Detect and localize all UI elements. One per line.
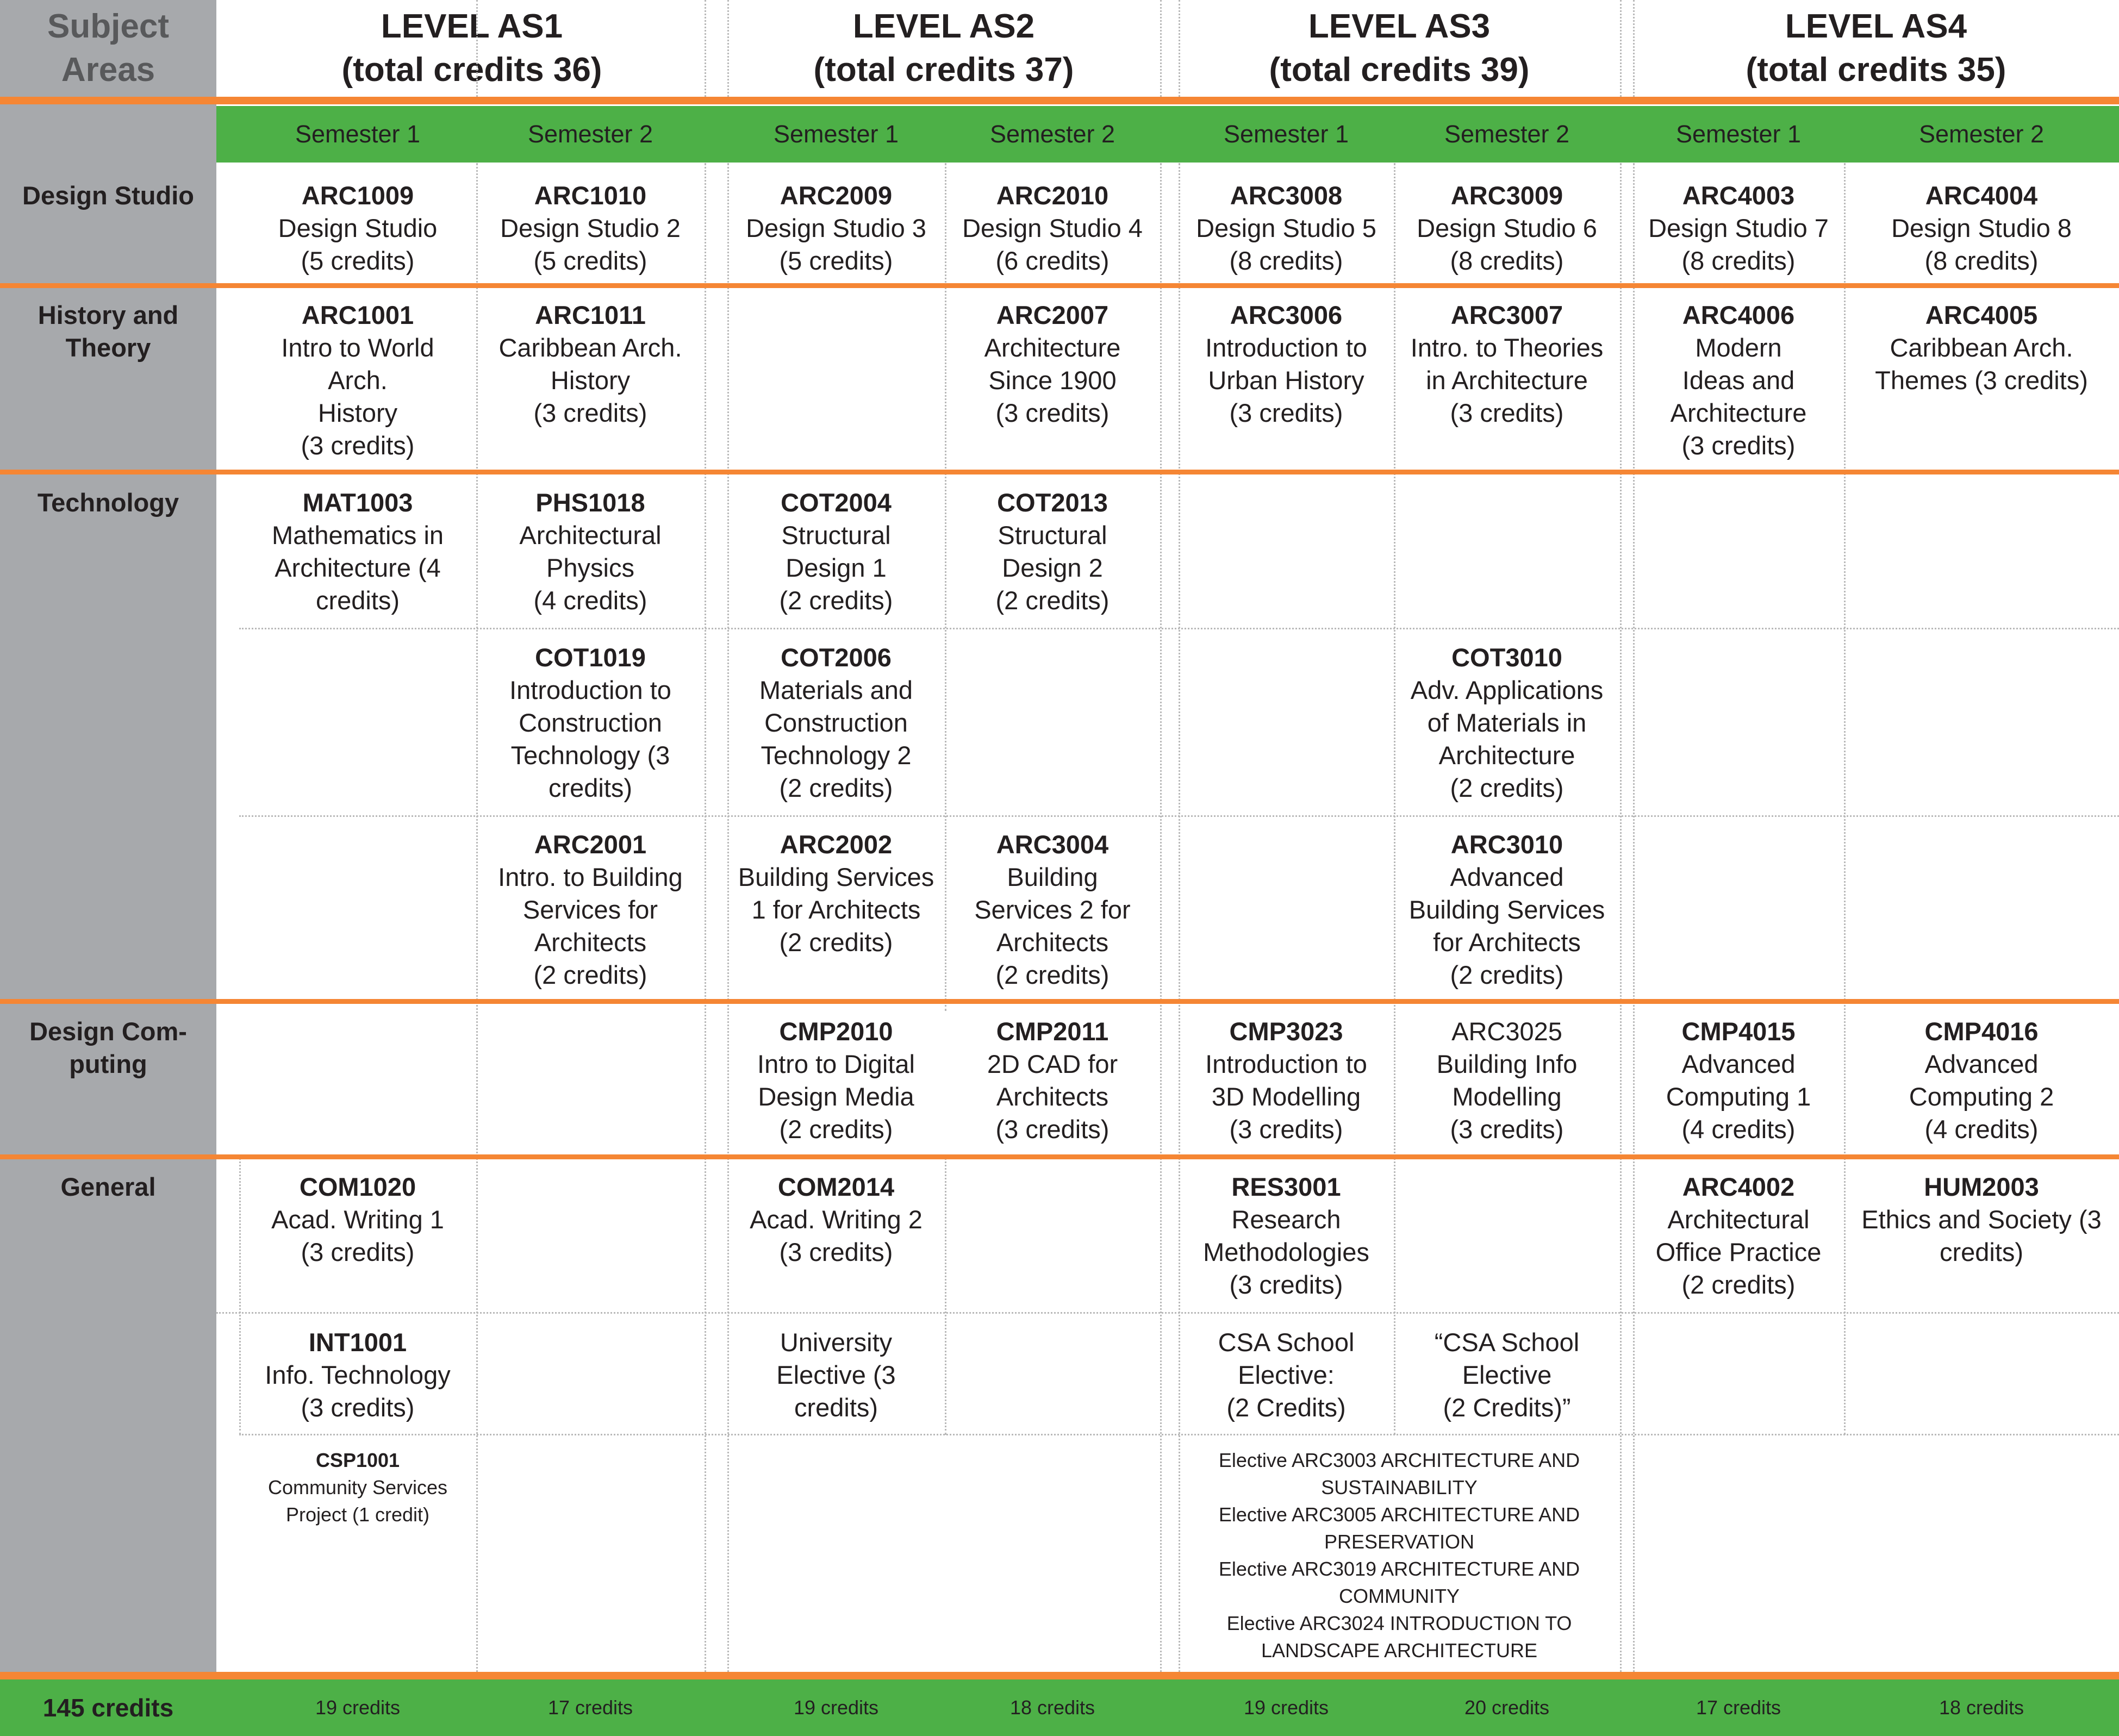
course-cell-ht8 bbox=[1844, 299, 2119, 397]
course-detail-line: Physics bbox=[546, 553, 634, 582]
semester-total: 17 credits bbox=[547, 1696, 633, 1719]
section-divider bbox=[0, 1154, 2119, 1159]
course-cell-ht1 bbox=[239, 299, 476, 462]
subject-header-line2: Areas bbox=[61, 51, 155, 89]
semester-label: Semester 2 bbox=[1444, 120, 1570, 148]
course-cell-ht4 bbox=[945, 299, 1160, 429]
course-detail-line: Elective: bbox=[1238, 1360, 1335, 1389]
course-cell-t2c bbox=[476, 828, 705, 991]
course-detail-line: (3 credits) bbox=[1229, 1270, 1343, 1299]
course-code: CMP4016 bbox=[1924, 1017, 2039, 1046]
subject-label: Theory bbox=[65, 333, 151, 362]
course-detail-line: (2 credits) bbox=[533, 960, 647, 989]
course-code: CMP4015 bbox=[1681, 1017, 1796, 1046]
course-code: ARC4004 bbox=[1925, 181, 2038, 210]
course-detail-line: Intro to World bbox=[281, 333, 434, 362]
course-detail-line: (3 credits) bbox=[533, 398, 647, 427]
course-cell-ht5 bbox=[1179, 299, 1394, 429]
semester-total: 20 credits bbox=[1464, 1696, 1550, 1719]
semester-label: Semester 2 bbox=[527, 120, 653, 148]
column-divider bbox=[1633, 0, 1635, 97]
column-divider bbox=[705, 163, 706, 1679]
subject-label: Design Com- bbox=[29, 1017, 187, 1046]
course-detail-line: Architects bbox=[996, 928, 1109, 957]
course-code: ARC4006 bbox=[1682, 301, 1795, 329]
course-detail-line: Introduction to bbox=[509, 676, 671, 704]
course-detail-line: Intro. to Building bbox=[498, 863, 683, 891]
course-cell-dc7 bbox=[1633, 1015, 1844, 1146]
course-cell-g8a bbox=[1844, 1171, 2119, 1269]
course-cell-g1c bbox=[239, 1447, 476, 1528]
course-detail-line: Acad. Writing 1 bbox=[271, 1205, 444, 1234]
course-detail-line: Design Studio 2 bbox=[500, 214, 681, 242]
course-detail-line: (3 credits) bbox=[1681, 431, 1796, 460]
course-detail-line: Elective ARC3019 ARCHITECTURE AND bbox=[1218, 1558, 1580, 1580]
course-detail-line: Building bbox=[1007, 863, 1098, 891]
course-cell-t4a bbox=[945, 486, 1160, 617]
course-code: ARC3004 bbox=[996, 830, 1109, 859]
course-detail-line: (5 credits) bbox=[301, 246, 415, 275]
course-detail-line: Construction bbox=[519, 708, 662, 737]
column-divider bbox=[1160, 163, 1162, 1679]
total-credits: 145 credits bbox=[0, 1679, 216, 1736]
course-code: ARC2002 bbox=[780, 830, 893, 859]
course-detail-line: (4 credits) bbox=[1681, 1115, 1796, 1144]
course-detail-line: Building Services bbox=[738, 863, 934, 891]
course-detail-line: Since 1900 bbox=[988, 366, 1117, 395]
course-detail-line: Adv. Applications bbox=[1410, 676, 1604, 704]
course-detail-line: LANDSCAPE ARCHITECTURE bbox=[1261, 1639, 1538, 1662]
course-cell-ht2 bbox=[476, 299, 705, 429]
column-divider bbox=[945, 1158, 946, 1435]
course-code: ARC3008 bbox=[1230, 181, 1343, 210]
course-detail-line: Design 1 bbox=[786, 553, 887, 582]
course-detail-line: Elective ARC3024 INTRODUCTION TO bbox=[1226, 1612, 1572, 1634]
course-detail-line: Design Studio 7 bbox=[1648, 214, 1829, 242]
course-detail-line: Methodologies bbox=[1203, 1238, 1369, 1266]
level-name: LEVEL AS3 bbox=[1308, 8, 1491, 45]
column-divider bbox=[1179, 0, 1180, 97]
course-cell-t6b bbox=[1394, 641, 1620, 804]
course-detail-line: in Architecture bbox=[1426, 366, 1588, 395]
course-detail-line: Structural bbox=[781, 521, 891, 549]
course-detail-line: Advanced bbox=[1450, 863, 1564, 891]
course-cell-ds3 bbox=[727, 179, 945, 277]
course-cell-electives bbox=[1179, 1447, 1620, 1664]
course-detail-line: (2 credits) bbox=[779, 586, 893, 615]
subrow-divider bbox=[239, 628, 2119, 629]
course-code: MAT1003 bbox=[302, 488, 413, 517]
course-code: ARC3009 bbox=[1450, 181, 1563, 210]
semester-label: Semester 1 bbox=[1223, 120, 1349, 148]
subject-areas-column bbox=[0, 0, 216, 1735]
course-cell-t2b bbox=[476, 641, 705, 804]
course-detail-line: Services for bbox=[522, 895, 658, 924]
course-detail-line: Office Practice bbox=[1655, 1238, 1822, 1266]
subject-areas-header bbox=[0, 0, 216, 97]
course-detail-line: Architects bbox=[534, 928, 647, 957]
course-code: COM2014 bbox=[777, 1172, 895, 1201]
course-detail-line: (2 credits) bbox=[779, 773, 893, 802]
course-detail-line: (3 credits) bbox=[301, 1393, 415, 1422]
course-detail-line: credits) bbox=[548, 773, 633, 802]
column-divider bbox=[1160, 0, 1162, 97]
course-detail-line: (2 credits) bbox=[1681, 1270, 1796, 1299]
course-code: COT2004 bbox=[781, 488, 892, 517]
course-detail-line: (5 credits) bbox=[533, 246, 647, 275]
course-cell-t1a bbox=[239, 486, 476, 617]
level-name: LEVEL AS4 bbox=[1785, 8, 1967, 45]
course-detail-line: Architects bbox=[996, 1082, 1109, 1111]
course-cell-t6c bbox=[1394, 828, 1620, 991]
course-cell-g7a bbox=[1633, 1171, 1844, 1301]
course-detail-line: Building Info bbox=[1436, 1050, 1578, 1078]
course-detail-line: (2 credits) bbox=[779, 928, 893, 957]
subject-label: Design Studio bbox=[22, 181, 194, 210]
course-detail-line: Design Studio 4 bbox=[962, 214, 1143, 242]
course-detail-line: Research bbox=[1231, 1205, 1341, 1234]
course-code: ARC3010 bbox=[1450, 830, 1563, 859]
course-detail-line: Ethics and Society (3 bbox=[1861, 1205, 2102, 1234]
course-cell-g3a bbox=[727, 1171, 945, 1269]
course-detail-line: University bbox=[780, 1328, 893, 1357]
course-detail-line: 2D CAD for bbox=[987, 1050, 1118, 1078]
course-code: ARC4002 bbox=[1682, 1172, 1795, 1201]
course-code: RES3001 bbox=[1231, 1172, 1341, 1201]
course-detail-line: PRESERVATION bbox=[1324, 1531, 1475, 1553]
course-detail-line: credits) bbox=[1939, 1238, 2024, 1266]
course-code: COT3010 bbox=[1451, 643, 1562, 672]
section-divider bbox=[0, 470, 2119, 474]
course-cell-dc4 bbox=[945, 1015, 1160, 1146]
course-detail-line: Architecture bbox=[1438, 741, 1575, 770]
level-as3-header bbox=[1179, 0, 1620, 97]
level-credits: (total credits 37) bbox=[813, 51, 1074, 89]
course-detail-line: Intro to Digital bbox=[757, 1050, 915, 1078]
course-detail-line: SUSTAINABILITY bbox=[1321, 1476, 1478, 1498]
semester-total: 19 credits bbox=[1243, 1696, 1329, 1719]
course-detail-line: (3 credits) bbox=[995, 398, 1110, 427]
course-detail-line: History bbox=[317, 398, 398, 427]
course-detail-line: (3 credits) bbox=[1450, 398, 1564, 427]
course-detail-line: Building Services bbox=[1408, 895, 1605, 924]
course-detail-line: (3 credits) bbox=[301, 1238, 415, 1266]
course-detail-line: Caribbean Arch. bbox=[1890, 333, 2073, 362]
course-detail-line: (4 credits) bbox=[1924, 1115, 2039, 1144]
course-code: ARC1011 bbox=[535, 301, 646, 329]
course-detail-line: Modelling bbox=[1452, 1082, 1562, 1111]
course-detail-line: credits) bbox=[315, 586, 400, 615]
course-code: CMP3023 bbox=[1229, 1017, 1343, 1046]
subrow-divider bbox=[216, 1312, 2119, 1314]
course-code: ARC2007 bbox=[996, 301, 1109, 329]
semester-label: Semester 2 bbox=[1918, 120, 2045, 148]
course-code: ARC3007 bbox=[1450, 301, 1563, 329]
course-detail-line: (6 credits) bbox=[995, 246, 1110, 275]
course-detail-line: Mathematics in bbox=[271, 521, 444, 549]
course-code: COT2013 bbox=[997, 488, 1108, 517]
subject-header-line1: Subject bbox=[47, 8, 169, 45]
level-as4-header bbox=[1633, 0, 2119, 97]
course-detail-line: Elective ARC3003 ARCHITECTURE AND bbox=[1218, 1449, 1580, 1471]
course-cell-ds4 bbox=[945, 179, 1160, 277]
course-code: COM1020 bbox=[299, 1172, 416, 1201]
semester-total: 18 credits bbox=[1009, 1696, 1095, 1719]
course-detail-line: Architectural bbox=[519, 521, 662, 549]
subject-design-computing bbox=[0, 1015, 216, 1081]
course-cell-g5b bbox=[1179, 1326, 1394, 1424]
course-code: COT2006 bbox=[781, 643, 892, 672]
course-cell-t4c bbox=[945, 828, 1160, 991]
course-code: ARC1010 bbox=[534, 181, 647, 210]
course-detail-line: (8 credits) bbox=[1681, 246, 1796, 275]
course-cell-ds5 bbox=[1179, 179, 1394, 277]
course-detail-line: Acad. Writing 2 bbox=[750, 1205, 923, 1234]
course-detail-line: (8 credits) bbox=[1450, 246, 1564, 275]
course-detail-line: Architecture bbox=[984, 333, 1121, 362]
course-detail-line: Advanced bbox=[1924, 1050, 2039, 1078]
footer-divider bbox=[0, 1672, 2119, 1679]
course-detail-line: Elective bbox=[1462, 1360, 1552, 1389]
course-code: ARC2001 bbox=[534, 830, 647, 859]
course-code: CSP1001 bbox=[315, 1449, 400, 1471]
course-cell-g3b bbox=[727, 1326, 945, 1424]
course-detail-line: Design Studio 3 bbox=[746, 214, 926, 242]
course-detail-line: (3 credits) bbox=[779, 1238, 893, 1266]
course-detail-line: (5 credits) bbox=[779, 246, 893, 275]
semester-total: 19 credits bbox=[793, 1696, 879, 1719]
semester-label: Semester 1 bbox=[1675, 120, 1802, 148]
course-detail-line: Advanced bbox=[1681, 1050, 1796, 1078]
subrow-divider bbox=[239, 815, 2119, 817]
semester-label: Semester 2 bbox=[989, 120, 1115, 148]
column-divider bbox=[476, 0, 478, 97]
course-detail-line: Design Studio bbox=[278, 214, 438, 242]
course-detail-line: 3D Modelling bbox=[1211, 1082, 1361, 1111]
course-detail-line: Project (1 credit) bbox=[285, 1503, 430, 1526]
course-detail-line: (3 credits) bbox=[1229, 398, 1343, 427]
course-detail-line: Technology 2 bbox=[761, 741, 912, 770]
level-name: LEVEL AS1 bbox=[381, 8, 563, 45]
course-cell-dc3 bbox=[727, 1015, 945, 1146]
course-detail-line: Ideas and bbox=[1682, 366, 1795, 395]
course-detail-line: (8 credits) bbox=[1924, 246, 2039, 275]
course-detail-line: Design Studio 6 bbox=[1417, 214, 1597, 242]
course-code: ARC4005 bbox=[1925, 301, 2038, 329]
course-detail-line: Elective (3 bbox=[776, 1360, 896, 1389]
column-divider bbox=[727, 0, 729, 97]
course-detail-line: (3 credits) bbox=[1229, 1115, 1343, 1144]
semester-label: Semester 1 bbox=[773, 120, 899, 148]
course-detail-line: 1 for Architects bbox=[751, 895, 921, 924]
course-cell-ht7 bbox=[1633, 299, 1844, 462]
course-detail-line: (2 credits) bbox=[995, 960, 1110, 989]
course-detail-line: ARC3025 bbox=[1451, 1017, 1562, 1046]
course-detail-line: (3 credits) bbox=[1450, 1115, 1564, 1144]
course-detail-line: (3 credits) bbox=[301, 431, 415, 460]
semester-label: Semester 1 bbox=[295, 120, 421, 148]
subrow-divider bbox=[239, 1434, 2119, 1435]
subject-technology bbox=[0, 486, 216, 519]
course-cell-t3c bbox=[727, 828, 945, 959]
course-detail-line: History bbox=[550, 366, 631, 395]
subject-design-studio bbox=[0, 179, 216, 212]
course-code: CMP2011 bbox=[996, 1017, 1109, 1046]
course-detail-line: Architectural bbox=[1667, 1205, 1810, 1234]
course-detail-line: (2 credits) bbox=[995, 586, 1110, 615]
course-cell-ds1 bbox=[239, 179, 476, 277]
subject-general bbox=[0, 1171, 216, 1203]
course-code: INT1001 bbox=[308, 1328, 407, 1357]
course-detail-line: (2 credits) bbox=[1450, 960, 1564, 989]
course-cell-g5a bbox=[1179, 1171, 1394, 1301]
semester-total: 19 credits bbox=[315, 1696, 401, 1719]
course-cell-ds6 bbox=[1394, 179, 1620, 277]
course-cell-dc6 bbox=[1394, 1015, 1620, 1146]
course-cell-t2a bbox=[476, 486, 705, 617]
course-detail-line: (8 credits) bbox=[1229, 246, 1343, 275]
semester-total: 17 credits bbox=[1696, 1696, 1781, 1719]
course-detail-line: credits) bbox=[794, 1393, 878, 1422]
course-detail-line: Architecture bbox=[1670, 398, 1807, 427]
course-detail-line: (2 Credits)” bbox=[1443, 1393, 1571, 1422]
course-detail-line: COMMUNITY bbox=[1339, 1585, 1460, 1607]
level-name: LEVEL AS2 bbox=[852, 8, 1035, 45]
level-credits: (total credits 36) bbox=[341, 51, 602, 89]
course-code: CMP2010 bbox=[779, 1017, 893, 1046]
course-detail-line: Introduction to bbox=[1205, 333, 1367, 362]
course-cell-g6b bbox=[1394, 1326, 1620, 1424]
course-detail-line: Intro. to Theories bbox=[1410, 333, 1604, 362]
course-detail-line: CSA School bbox=[1218, 1328, 1355, 1357]
course-cell-g1b bbox=[239, 1326, 476, 1424]
course-detail-line: for Architects bbox=[1433, 928, 1581, 957]
column-divider bbox=[1620, 0, 1622, 97]
course-detail-line: Construction bbox=[764, 708, 908, 737]
course-detail-line: Info. Technology bbox=[265, 1360, 451, 1389]
course-cell-ht6 bbox=[1394, 299, 1620, 429]
course-detail-line: Introduction to bbox=[1205, 1050, 1367, 1078]
course-detail-line: “CSA School bbox=[1434, 1328, 1580, 1357]
level-as2-header bbox=[727, 0, 1160, 97]
course-detail-line: Themes (3 credits) bbox=[1875, 366, 2088, 395]
course-cell-dc8 bbox=[1844, 1015, 2119, 1146]
course-detail-line: Arch. bbox=[328, 366, 388, 395]
course-detail-line: Design Media bbox=[758, 1082, 914, 1111]
course-detail-line: Computing 2 bbox=[1909, 1082, 2054, 1111]
course-detail-line: Computing 1 bbox=[1666, 1082, 1811, 1111]
course-detail-line: (2 credits) bbox=[1450, 773, 1564, 802]
course-detail-line: Elective ARC3005 ARCHITECTURE AND bbox=[1218, 1503, 1580, 1526]
course-detail-line: Community Services bbox=[267, 1476, 448, 1498]
course-cell-ds8 bbox=[1844, 179, 2119, 277]
course-code: ARC4003 bbox=[1682, 181, 1795, 210]
course-detail-line: Services 2 for bbox=[974, 895, 1131, 924]
course-code: COT1019 bbox=[535, 643, 646, 672]
course-code: HUM2003 bbox=[1924, 1172, 2039, 1201]
subject-history-theory bbox=[0, 299, 216, 364]
header-divider bbox=[0, 97, 2119, 104]
course-cell-t3a bbox=[727, 486, 945, 617]
course-cell-ds2 bbox=[476, 179, 705, 277]
course-detail-line: Technology (3 bbox=[510, 741, 670, 770]
subject-label: Technology bbox=[37, 488, 179, 517]
course-detail-line: Design Studio 8 bbox=[1891, 214, 2072, 242]
course-cell-g1a bbox=[239, 1171, 476, 1269]
course-detail-line: (2 credits) bbox=[779, 1115, 893, 1144]
column-divider bbox=[705, 0, 706, 97]
course-detail-line: Architecture (4 bbox=[275, 553, 441, 582]
subject-label: General bbox=[60, 1172, 156, 1201]
course-detail-line: of Materials in bbox=[1427, 708, 1587, 737]
level-credits: (total credits 35) bbox=[1746, 51, 2006, 89]
course-code: PHS1018 bbox=[535, 488, 645, 517]
course-code: ARC1009 bbox=[301, 181, 414, 210]
subject-label: History and bbox=[38, 301, 179, 329]
course-detail-line: Caribbean Arch. bbox=[498, 333, 682, 362]
course-code: ARC3006 bbox=[1230, 301, 1343, 329]
course-code: ARC2010 bbox=[996, 181, 1109, 210]
course-detail-line: Urban History bbox=[1208, 366, 1364, 395]
course-detail-line: (2 Credits) bbox=[1226, 1393, 1346, 1422]
course-detail-line: Design Studio 5 bbox=[1196, 214, 1376, 242]
level-credits: (total credits 39) bbox=[1269, 51, 1530, 89]
course-cell-ds7 bbox=[1633, 179, 1844, 277]
course-detail-line: Structural bbox=[998, 521, 1107, 549]
course-code: ARC1001 bbox=[301, 301, 414, 329]
course-detail-line: (3 credits) bbox=[995, 1115, 1110, 1144]
level-as1-header bbox=[216, 0, 727, 97]
course-cell-t3b bbox=[727, 641, 945, 804]
section-divider bbox=[0, 283, 2119, 288]
course-detail-line: Design 2 bbox=[1002, 553, 1103, 582]
course-detail-line: (4 credits) bbox=[533, 586, 647, 615]
semester-total: 18 credits bbox=[1939, 1696, 2024, 1719]
course-cell-dc5 bbox=[1179, 1015, 1394, 1146]
column-divider bbox=[1620, 163, 1622, 1679]
course-detail-line: Modern bbox=[1695, 333, 1782, 362]
section-divider bbox=[0, 999, 2119, 1004]
course-detail-line: Materials and bbox=[759, 676, 913, 704]
course-code: ARC2009 bbox=[780, 181, 893, 210]
subject-label: puting bbox=[69, 1050, 147, 1078]
